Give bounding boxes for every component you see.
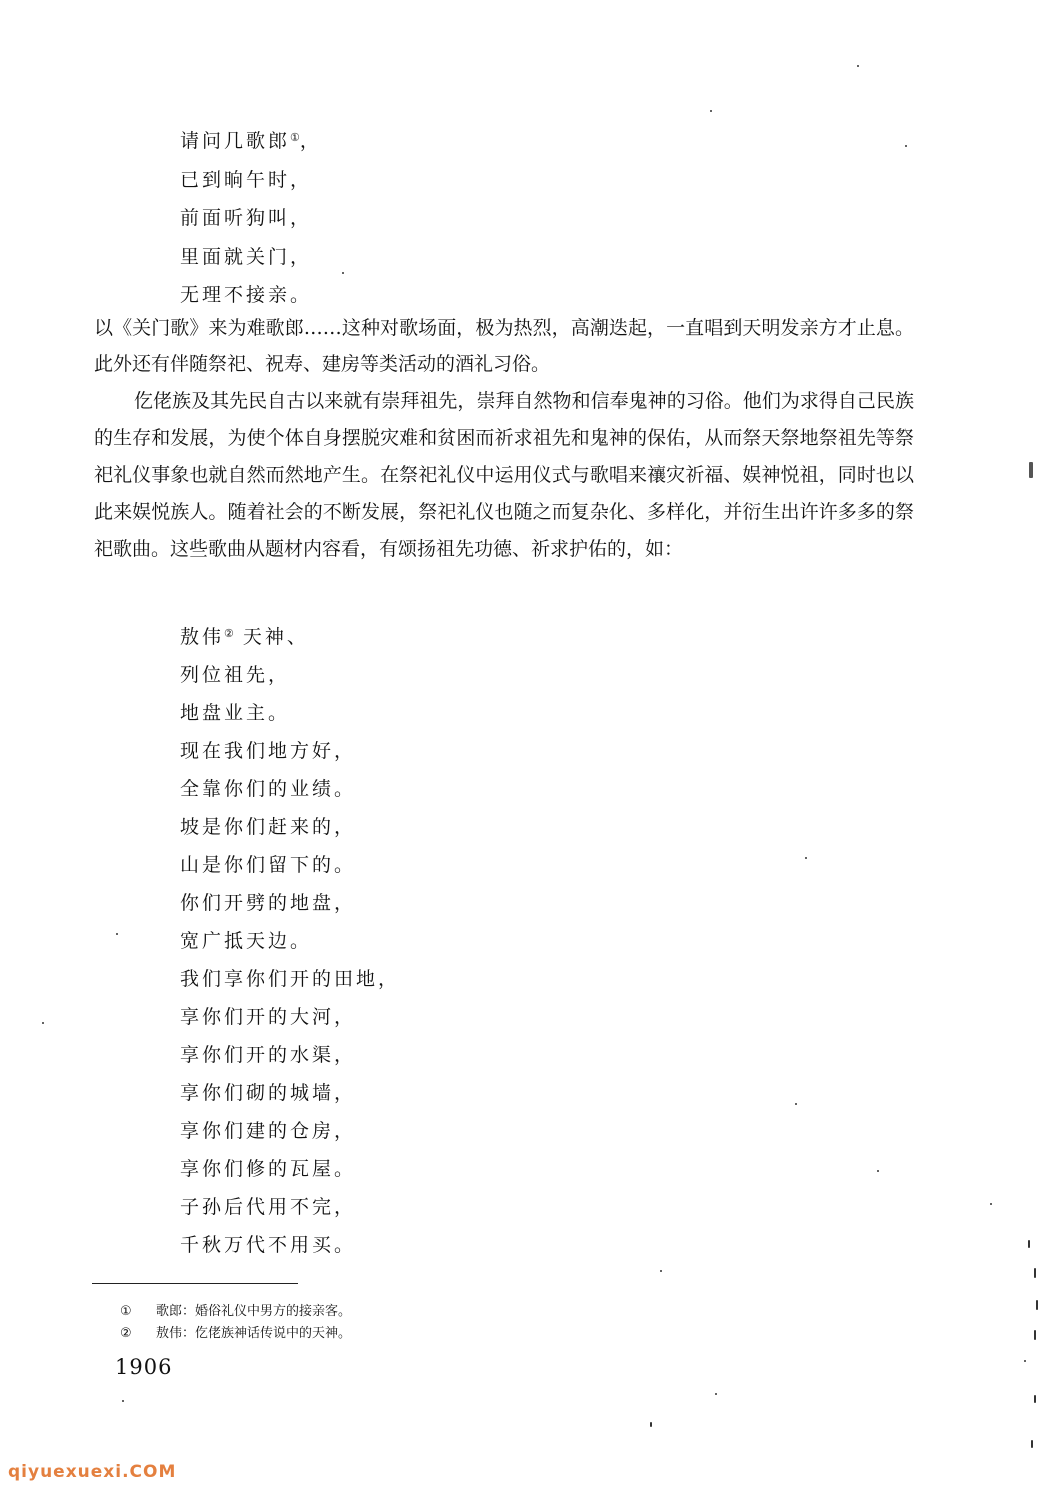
verse-line-text: 里面就关门， [180,245,313,268]
verse-line-text: 享你们建的仓房， [180,1120,357,1142]
verse-line [180,199,322,238]
verse-line-tail: ， [299,130,322,152]
verse-line-text: 山是你们留下的。 [180,854,357,876]
scan-speck [1036,1300,1038,1310]
verse-line [180,884,400,922]
scan-speck [122,1400,124,1402]
scan-speck [1034,1395,1036,1403]
verse-line-text: 子孙后代用不完， [180,1196,357,1218]
scan-speck [1028,1240,1030,1248]
footnote-text: 歌郎：婚俗礼仪中男方的接亲客。 [156,1304,352,1319]
footnote-reference: ① [290,131,300,144]
scan-speck [42,1022,44,1024]
footnote-item [120,1301,351,1323]
verse-line-text: 坡是你们赶来的， [180,816,357,838]
scan-speck [650,1422,652,1427]
verse-line-text: 全靠你们的业绩。 [180,778,357,800]
scan-speck [710,110,712,112]
verse-line [180,122,322,161]
verse-line [180,998,400,1036]
scan-speck [1034,1330,1036,1340]
verse-line [180,1112,400,1150]
verse-line-text: 列位祖先， [180,664,291,686]
verse-line [180,1226,400,1264]
scan-speck [857,65,859,67]
verse-ancestor-song [180,618,400,1264]
scan-speck [116,933,118,935]
verse-line-text: 前面听狗叫， [180,207,313,229]
verse-line [180,276,322,315]
verse-line-text: 敖伟 [180,626,225,648]
footnote-divider [92,1283,298,1284]
verse-line [180,694,400,732]
verse-line [180,1074,400,1112]
footnote-text: 敖伟：仡佬族神话传说中的天神。 [156,1326,352,1341]
scan-speck [342,272,344,274]
footnote-mark: ① [120,1304,132,1319]
verse-line-text: 现在我们地方好， [180,740,357,762]
scan-speck [1029,462,1033,478]
verse-line-text: 千秋万代不用买。 [180,1234,357,1256]
footnote-item [120,1323,351,1345]
scan-speck [660,1270,662,1272]
scan-speck [905,145,907,147]
paragraph-wedding-custom: 以《关门歌》来为难歌郎……这种对歌场面，极为热烈，高潮迭起，一直唱到天明发亲方才止息。此外还有伴随祭祀、祝寿、建房等类活动的酒礼习俗。 [94,317,914,375]
verse-line [180,960,400,998]
verse-line [180,238,322,277]
scan-speck [990,1203,992,1205]
scan-speck [715,1393,717,1395]
verse-line-text: 享你们砌的城墙， [180,1082,357,1104]
verse-line-text: 你们开劈的地盘， [180,892,357,914]
scan-speck [795,1103,797,1105]
verse-line [180,1188,400,1226]
page-number: 1906 [115,1355,173,1379]
verse-line-text: 享你们开的大河， [180,1006,357,1028]
scan-speck [1031,1440,1033,1448]
verse-line [180,808,400,846]
site-watermark: qiyuexuexi.COM [8,1462,177,1482]
scan-speck [1024,1360,1026,1362]
footnote-mark: ② [120,1326,132,1341]
scan-speck [1034,1268,1036,1278]
verse-line [180,1036,400,1074]
verse-line [180,846,400,884]
verse-line-text: 地盘业主。 [180,702,291,724]
verse-line [180,922,400,960]
verse-line-text: 享你们修的瓦屋。 [180,1158,357,1180]
verse-line [180,1150,400,1188]
verse-line [180,656,400,694]
scan-speck [805,857,807,859]
scan-speck [877,1170,879,1172]
verse-line [180,618,400,656]
verse-line-text: 我们享你们开的田地， [180,968,401,990]
paragraph-sacrificial-rites: 仡佬族及其先民自古以来就有崇拜祖先，崇拜自然物和信奉鬼神的习俗。他们为求得自己民族的生存和发展，为使个体自身摆脱灾难和贫困而祈求祖先和鬼神的保佑，从而祭天祭地祭祖先等祭祀礼仪事象也就自然而然地产生。在祭祀礼仪中运用仪式与歌唱来禳灾祈福、娱神悦祖，同时也以此来娱悦族人。随着社会的不断发展，祭祀礼仪也随之而复杂化、多样化，并衍生出许许多多的祭祀歌曲。这些歌曲从题材内容看，有颂扬祖先功德、祈求护佑的，如： [94,390,914,560]
verse-line-text: 无理不接亲。 [180,284,313,306]
footnote-reference: ② [224,627,234,640]
verse-line-text: 已到晌午时， [180,168,313,191]
verse-line-tail: 天神、 [233,626,309,648]
verse-line [180,161,322,200]
verse-line-text: 宽广抵天边。 [180,930,313,952]
footnote-list [120,1301,351,1345]
verse-line [180,732,400,770]
verse-line-text: 享你们开的水渠， [180,1044,357,1066]
verse-wedding-song [180,122,322,315]
verse-line-text: 请问几歌郎 [180,130,291,152]
verse-line [180,770,400,808]
